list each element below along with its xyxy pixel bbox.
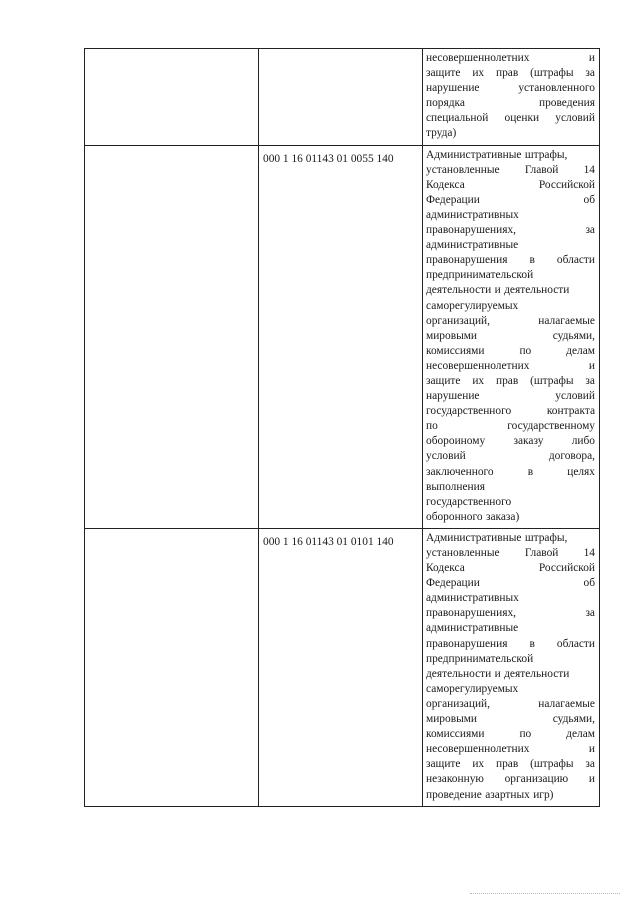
description-line: установленные Главой 14 <box>426 163 595 176</box>
description-line: организаций, налагаемые <box>426 697 595 710</box>
description-line: правонарушениях, за <box>426 607 595 620</box>
description-line: мировыми судьями, <box>426 713 595 726</box>
description-line: оборонного заказа) <box>426 510 520 523</box>
description-line: защите их прав (штрафы за <box>426 67 595 80</box>
description-line: Федерации об <box>426 577 595 590</box>
description-cell <box>423 49 600 146</box>
description-line: защите их прав (штрафы за <box>426 374 595 387</box>
description-line: саморегулируемых <box>426 299 519 312</box>
table-row <box>85 49 600 146</box>
description-line: порядка проведения <box>426 97 595 110</box>
description-line: деятельности и деятельности <box>426 667 570 680</box>
description-line: административных <box>426 208 519 221</box>
description-line: правонарушениях, за <box>426 224 595 237</box>
description-line: Кодекса Российской <box>426 178 595 191</box>
budget-classification-code: 000 1 16 01143 01 0101 140 <box>263 535 394 548</box>
description-line: защите их прав (штрафы за <box>426 758 595 771</box>
description-line: нарушение установленного <box>426 82 595 95</box>
description-cell <box>423 528 600 806</box>
empty-cell <box>85 145 259 528</box>
description-line: Административные штрафы, <box>426 148 568 161</box>
description-line: комиссиями по делам <box>426 344 595 357</box>
table-row <box>85 145 600 528</box>
description-line: несовершеннолетних и <box>426 52 595 64</box>
income-description <box>423 146 599 528</box>
description-line: правонарушения в области <box>426 254 595 267</box>
table-body <box>85 49 600 807</box>
description-line: несовершеннолетних и <box>426 359 595 372</box>
description-line: административные <box>426 239 519 252</box>
description-line: специальной оценки условий <box>426 112 595 125</box>
description-line: труда) <box>426 127 457 140</box>
budget-codes-table <box>84 48 600 807</box>
description-line: государственного <box>426 495 512 508</box>
description-line: саморегулируемых <box>426 682 519 695</box>
description-line: административные <box>426 622 519 635</box>
description-line: обороиному заказу либо <box>426 435 595 448</box>
description-line: государственного контракта <box>426 405 595 418</box>
description-line: организаций, налагаемые <box>426 314 595 327</box>
income-description <box>423 529 599 806</box>
table-row <box>85 528 600 806</box>
description-line: по государственному <box>426 420 595 433</box>
code-cell <box>259 145 423 528</box>
description-cell <box>423 145 600 528</box>
scan-artifact-line <box>470 893 620 894</box>
description-line: предпринимательской <box>426 652 534 665</box>
budget-classification-code: 000 1 16 01143 01 0055 140 <box>263 152 394 165</box>
description-line: предпринимательской <box>426 269 534 282</box>
description-line: деятельности и деятельности <box>426 284 570 297</box>
code-cell <box>259 528 423 806</box>
code-cell <box>259 49 423 146</box>
empty-cell <box>85 49 259 146</box>
description-line: незаконную организацию и <box>426 773 595 786</box>
description-line: проведение азартных игр) <box>426 788 554 801</box>
description-line: административных <box>426 592 519 605</box>
description-line: условий договора, <box>426 450 595 463</box>
budget-classification-code <box>259 49 422 55</box>
income-description <box>423 49 599 145</box>
description-line: заключенного в целях <box>426 465 595 478</box>
description-line: Федерации об <box>426 193 595 206</box>
empty-cell <box>85 528 259 806</box>
description-line: несовершеннолетних и <box>426 743 595 756</box>
description-line: выполнения <box>426 480 485 493</box>
description-line: установленные Главой 14 <box>426 547 595 559</box>
description-line: нарушение условий <box>426 390 595 403</box>
description-line: правонарушения в области <box>426 637 595 650</box>
description-line: Административные штрафы, <box>426 531 568 544</box>
description-line: Кодекса Российской <box>426 562 595 575</box>
description-line: мировыми судьями, <box>426 329 595 342</box>
description-line: комиссиями по делам <box>426 728 595 741</box>
